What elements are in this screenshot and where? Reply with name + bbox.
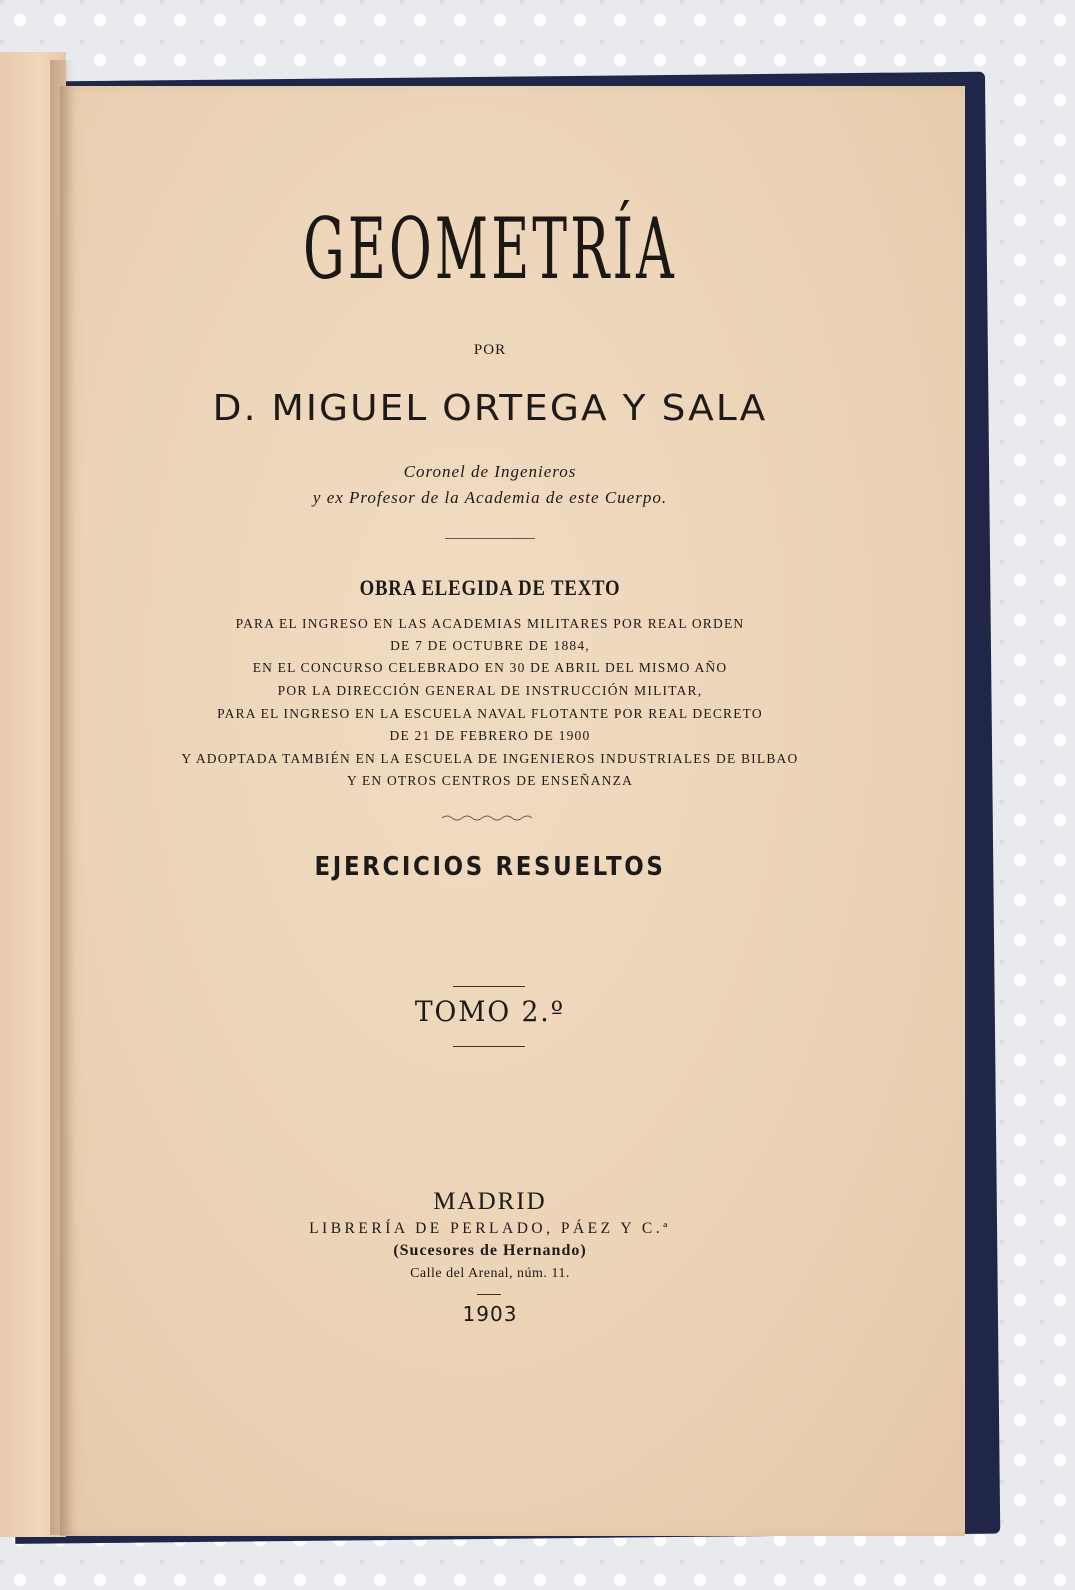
by-line: POR (473, 342, 507, 358)
imprint-year: 1903 (462, 1302, 518, 1326)
adoption-line: DE 21 DE FEBRERO DE 1900 (389, 728, 591, 743)
author-name: D. MIGUEL ORTEGA Y SALA (212, 388, 768, 429)
book-title: GEOMETRÍA (303, 200, 677, 298)
year-rule (477, 1294, 501, 1295)
adoption-line: POR LA DIRECCIÓN GENERAL DE INSTRUCCIÓN MILITAR, (277, 683, 703, 698)
adoption-line: DE 7 DE OCTUBRE DE 1884, (390, 638, 590, 653)
adoption-line: Y ADOPTADA TAMBIÉN EN LA ESCUELA DE INGENIEROS INDUSTRIALES DE BILBAO (181, 751, 799, 766)
imprint-publisher: LIBRERÍA DE PERLADO, PÁEZ Y C.ª (309, 1220, 671, 1237)
imprint-address: Calle del Arenal, núm. 11. (410, 1266, 570, 1281)
author-credential-2: y ex Profesor de la Academia de este Cuerpo. (312, 488, 668, 507)
adoption-line: PARA EL INGRESO EN LAS ACADEMIAS MILITARES POR REAL ORDEN (235, 616, 745, 631)
subtitle: EJERCICIOS RESUELTOS (314, 852, 666, 882)
adoption-line: Y EN OTROS CENTROS DE ENSEÑANZA (346, 773, 634, 788)
divider-rule (445, 538, 535, 539)
imprint-successors: (Sucesores de Hernando) (393, 1242, 587, 1259)
author-credential-1: Coronel de Ingenieros (403, 462, 577, 481)
imprint-city: MADRID (433, 1188, 547, 1215)
volume-label: TOMO 2.º (414, 995, 566, 1028)
adoption-line: EN EL CONCURSO CELEBRADO EN 30 DE ABRIL DEL MISMO AÑO (252, 660, 728, 675)
volume-rule-top (453, 986, 525, 987)
adoption-heading: OBRA ELEGIDA DE TEXTO (359, 575, 621, 600)
volume-rule-bottom (453, 1046, 525, 1047)
adoption-line: PARA EL INGRESO EN LA ESCUELA NAVAL FLOTANTE POR REAL DECRETO (217, 706, 763, 721)
title-page-content (60, 0, 965, 1450)
wavy-ornament (440, 813, 540, 823)
